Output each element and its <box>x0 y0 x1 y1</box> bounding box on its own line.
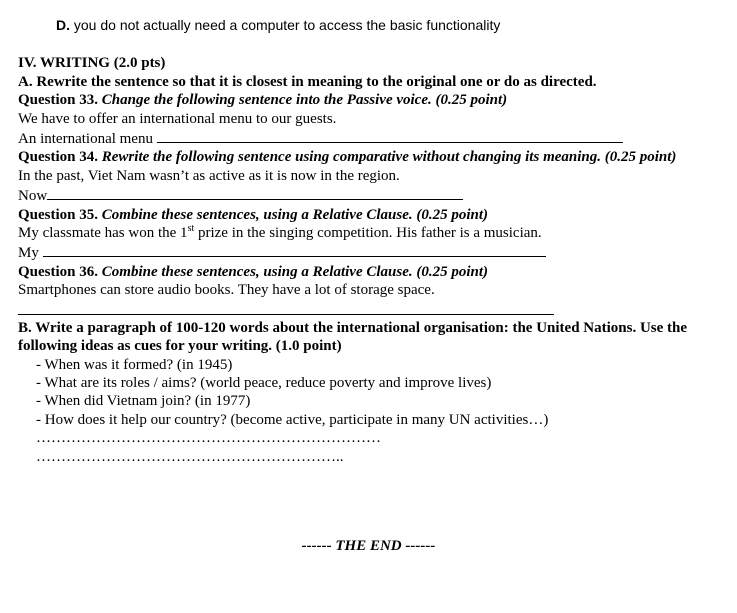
q35-answer <box>18 242 723 262</box>
cue-item: - When did Vietnam join? (in 1977) <box>36 393 251 410</box>
q35-prompt: My <box>18 245 43 262</box>
q34-instruction: Rewrite the following sentence using comparative without changing its meaning. (0.25 point) <box>98 149 677 166</box>
q34-prompt: Now <box>18 188 48 205</box>
q36-heading <box>18 263 723 281</box>
q34-heading <box>18 148 723 166</box>
q36-instruction: Combine these sentences, using a Relative Clause. (0.25 point) <box>98 263 489 280</box>
q35-sentence-sup: st <box>187 223 195 235</box>
q35-sentence-post: prize in the singing competition. His father is a musician. <box>194 225 542 242</box>
q36-answer-blank[interactable] <box>18 300 554 315</box>
q34-number: Question 34. <box>18 149 99 166</box>
q36-number: Question 36. <box>18 263 99 280</box>
option-d-letter: D. <box>56 17 70 33</box>
writing-dots-line-2[interactable]: …………………………………………………….. <box>36 448 344 465</box>
option-d-text: you do not actually need a computer to access the basic functionality <box>70 17 501 33</box>
option-d <box>18 16 723 34</box>
q35-sentence <box>18 224 723 242</box>
q35-number: Question 35. <box>18 206 99 223</box>
q33-instruction: Change the following sentence into the Passive voice. (0.25 point) <box>98 92 508 109</box>
q33-answer <box>18 128 723 148</box>
cue-item: - When was it formed? (in 1945) <box>36 356 233 373</box>
writing-dots-line-1[interactable]: …………………………………………………………… <box>36 430 381 447</box>
q33-answer-blank[interactable] <box>157 128 623 143</box>
part-b-instruction: B. Write a paragraph of 100-120 words about the international organisation: the United Nations. Use the following ideas as cues for your writing. (1.0 point) <box>18 319 688 355</box>
q35-answer-blank[interactable] <box>43 242 546 257</box>
the-end-footer: ------ THE END ------ <box>301 538 436 554</box>
q33-heading <box>18 91 723 109</box>
q33-number: Question 33. <box>18 92 99 109</box>
q35-instruction: Combine these sentences, using a Relative Clause. (0.25 point) <box>98 206 489 223</box>
section-title: IV. WRITING (2.0 pts) <box>18 55 166 72</box>
q36-sentence: Smartphones can store audio books. They have a lot of storage space. <box>18 282 435 299</box>
q34-answer-blank[interactable] <box>47 185 463 200</box>
cue-item: - What are its roles / aims? (world peace, reduce poverty and improve lives) <box>36 374 492 391</box>
q35-heading <box>18 206 723 224</box>
q34-sentence: In the past, Viet Nam wasn’t as active as it is now in the region. <box>18 167 400 184</box>
part-a-instruction: A. Rewrite the sentence so that it is closest in meaning to the original one or do as directed. <box>18 73 597 90</box>
q35-sentence-pre: My classmate has won the 1 <box>18 225 188 242</box>
exam-page <box>18 16 723 466</box>
q33-sentence: We have to offer an international menu to our guests. <box>18 110 337 127</box>
cue-item: - How does it help our country? (become active, participate in many UN activities…) <box>36 411 549 428</box>
q33-prompt: An international menu <box>18 131 157 148</box>
q34-answer <box>18 185 723 205</box>
